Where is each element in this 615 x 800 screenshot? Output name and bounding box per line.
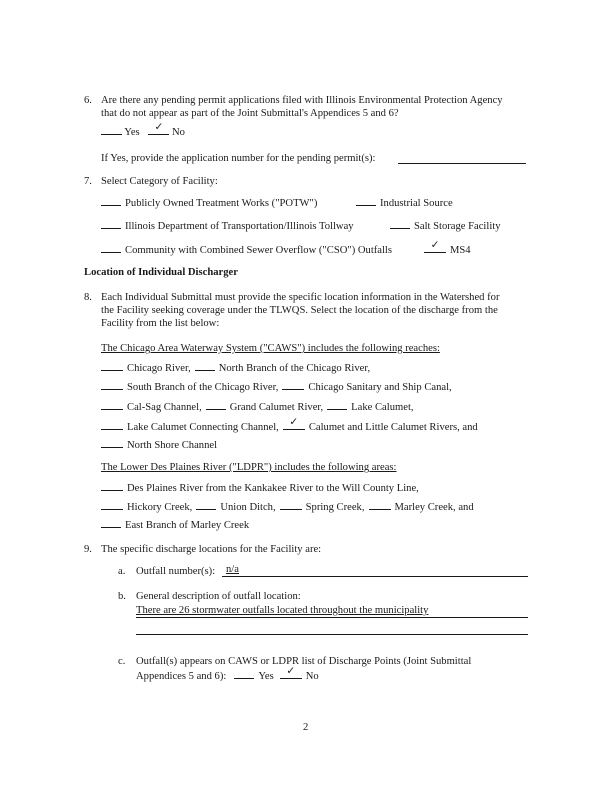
ldpr-union-label: Union Ditch,	[220, 502, 276, 513]
ldpr-row-2	[101, 500, 474, 515]
caws-cal-sag-blank[interactable]	[101, 400, 123, 410]
caws-lake-calumet-blank[interactable]	[327, 400, 347, 410]
q7-number: 7.	[84, 176, 92, 187]
ldpr-heading: The Lower Des Plaines River ("LDPR") includes the following areas:	[101, 462, 397, 473]
caws-north-shore-label: North Shore Channel	[127, 440, 218, 451]
q7-option-ms4	[424, 240, 471, 258]
q6-number: 6.	[84, 95, 92, 106]
ldpr-spring-label: Spring Creek,	[305, 502, 365, 513]
page-number: 2	[303, 722, 309, 733]
q9b-description-value: There are 26 stormwater outfalls located throughout the municipality	[136, 605, 429, 616]
caws-lake-calumet-label: Lake Calumet,	[351, 402, 414, 413]
q9b-label: General description of outfall location:	[136, 591, 301, 602]
ldpr-hickory-label: Hickory Creek,	[127, 502, 193, 513]
q7-ms4-check-mark: ✓	[430, 240, 440, 252]
q7-ms4-blank[interactable]	[424, 240, 446, 253]
q9b-description-line-2[interactable]	[136, 634, 528, 635]
caws-north-branch-blank[interactable]	[195, 361, 215, 371]
q9b-letter: b.	[118, 591, 126, 602]
caws-row-3	[101, 400, 414, 415]
caws-little-calumet-label: Calumet and Little Calumet Rivers, and	[308, 422, 478, 433]
q6-yes-label: Yes	[124, 127, 140, 138]
ldpr-spring-blank[interactable]	[280, 500, 302, 510]
q7-ms4-label: MS4	[450, 245, 471, 256]
caws-north-shore-blank[interactable]	[101, 438, 123, 448]
q9b-description-line-1[interactable]	[136, 617, 528, 618]
q7-option-idot	[101, 219, 354, 234]
q7-option-salt	[390, 219, 501, 234]
ldpr-east-marley-blank[interactable]	[101, 518, 121, 528]
ldpr-hickory-blank[interactable]	[101, 500, 123, 510]
q9c-yes-blank[interactable]	[234, 669, 254, 679]
caws-sanitary-label: Chicago Sanitary and Ship Canal,	[308, 382, 452, 393]
q6-yes-blank[interactable]	[101, 125, 122, 135]
caws-row-1	[101, 361, 370, 376]
ldpr-des-plaines-label: Des Plaines River from the Kankakee River to the Will County Line,	[127, 483, 419, 494]
ldpr-row-1	[101, 481, 419, 496]
q7-option-industrial	[356, 196, 453, 211]
q7-title: Select Category of Facility:	[101, 176, 218, 187]
caws-grand-calumet-blank[interactable]	[206, 400, 226, 410]
q9c-no-blank[interactable]	[280, 666, 302, 679]
q9a-letter: a.	[118, 566, 126, 577]
caws-grand-calumet-label: Grand Calumet River,	[229, 402, 324, 413]
q7-option-potw	[101, 196, 317, 211]
q9c-line1: Outfall(s) appears on CAWS or LDPR list of Discharge Points (Joint Submittal	[136, 656, 472, 667]
q9c-no-check-mark: ✓	[286, 666, 296, 678]
q7-salt-label: Salt Storage Facility	[414, 221, 501, 232]
caws-connecting-label: Lake Calumet Connecting Channel,	[127, 422, 279, 433]
q9c-letter: c.	[118, 656, 126, 667]
q7-cso-label: Community with Combined Sewer Overflow ("CSO") Outfalls	[125, 245, 392, 256]
q9c-no-label: No	[305, 671, 319, 682]
ldpr-row-3	[101, 518, 249, 533]
ldpr-union-blank[interactable]	[196, 500, 216, 510]
q9-number: 9.	[84, 544, 92, 555]
caws-row-5	[101, 438, 217, 453]
ldpr-marley-label: Marley Creek, and	[394, 502, 474, 513]
ldpr-east-marley-label: East Branch of Marley Creek	[125, 520, 250, 531]
ldpr-des-plaines-blank[interactable]	[101, 481, 123, 491]
q7-industrial-label: Industrial Source	[380, 198, 453, 209]
q6-answer-row	[101, 122, 185, 140]
q6-question-line2: that do not appear as part of the Joint Submittal's Appendices 5 and 6?	[101, 108, 399, 119]
q9c-row-2	[136, 666, 319, 684]
q6-permit-number-field[interactable]	[398, 163, 526, 164]
q7-idot-label: Illinois Department of Transportation/Illinois Tollway	[125, 221, 354, 232]
q6-ifyes-label: If Yes, provide the application number for the pending permit(s):	[101, 153, 376, 164]
ldpr-marley-blank[interactable]	[369, 500, 391, 510]
q7-potw-label: Publicly Owned Treatment Works ("POTW")	[125, 198, 318, 209]
caws-heading: The Chicago Area Waterway System ("CAWS") includes the following reaches:	[101, 343, 440, 354]
q7-idot-blank[interactable]	[101, 219, 121, 229]
q9-title: The specific discharge locations for the Facility are:	[101, 544, 322, 555]
q9c-yes-label: Yes	[258, 671, 274, 682]
caws-sanitary-blank[interactable]	[282, 380, 304, 390]
q7-potw-blank[interactable]	[101, 196, 121, 206]
q6-question-line1: Are there any pending permit applications filed with Illinois Environmental Protection Agency	[101, 95, 503, 106]
section-heading-location: Location of Individual Discharger	[84, 267, 238, 278]
q8-text-line2: the Facility seeking coverage under the TLWQS. Select the location of the discharge from the	[101, 305, 498, 316]
caws-chicago-river-blank[interactable]	[101, 361, 123, 371]
q7-option-cso	[101, 243, 392, 258]
q8-text-line1: Each Individual Submittal must provide the specific location information in the Watershed for	[101, 292, 500, 303]
q9c-line2: Appendices 5 and 6):	[136, 671, 227, 682]
q9a-outfall-number-value: n/a	[226, 564, 239, 575]
q6-no-blank[interactable]	[148, 122, 169, 135]
caws-south-branch-label: South Branch of the Chicago River,	[127, 382, 279, 393]
q8-text-line3: Facility from the list below:	[101, 318, 220, 329]
q6-no-label: No	[172, 127, 185, 138]
caws-row-4	[101, 417, 478, 435]
caws-little-calumet-check-mark: ✓	[289, 417, 299, 429]
caws-row-2	[101, 380, 452, 395]
caws-south-branch-blank[interactable]	[101, 380, 123, 390]
q9a-label: Outfall number(s):	[136, 566, 216, 577]
caws-north-branch-label: North Branch of the Chicago River,	[218, 363, 371, 374]
caws-cal-sag-label: Cal-Sag Channel,	[127, 402, 202, 413]
caws-little-calumet-blank[interactable]	[283, 417, 305, 430]
caws-chicago-river-label: Chicago River,	[127, 363, 191, 374]
q7-cso-blank[interactable]	[101, 243, 121, 253]
q7-industrial-blank[interactable]	[356, 196, 376, 206]
q6-no-check-mark: ✓	[154, 122, 164, 134]
q8-number: 8.	[84, 292, 92, 303]
q7-salt-blank[interactable]	[390, 219, 410, 229]
q9a-outfall-number-field[interactable]	[222, 576, 528, 577]
caws-connecting-blank[interactable]	[101, 420, 123, 430]
